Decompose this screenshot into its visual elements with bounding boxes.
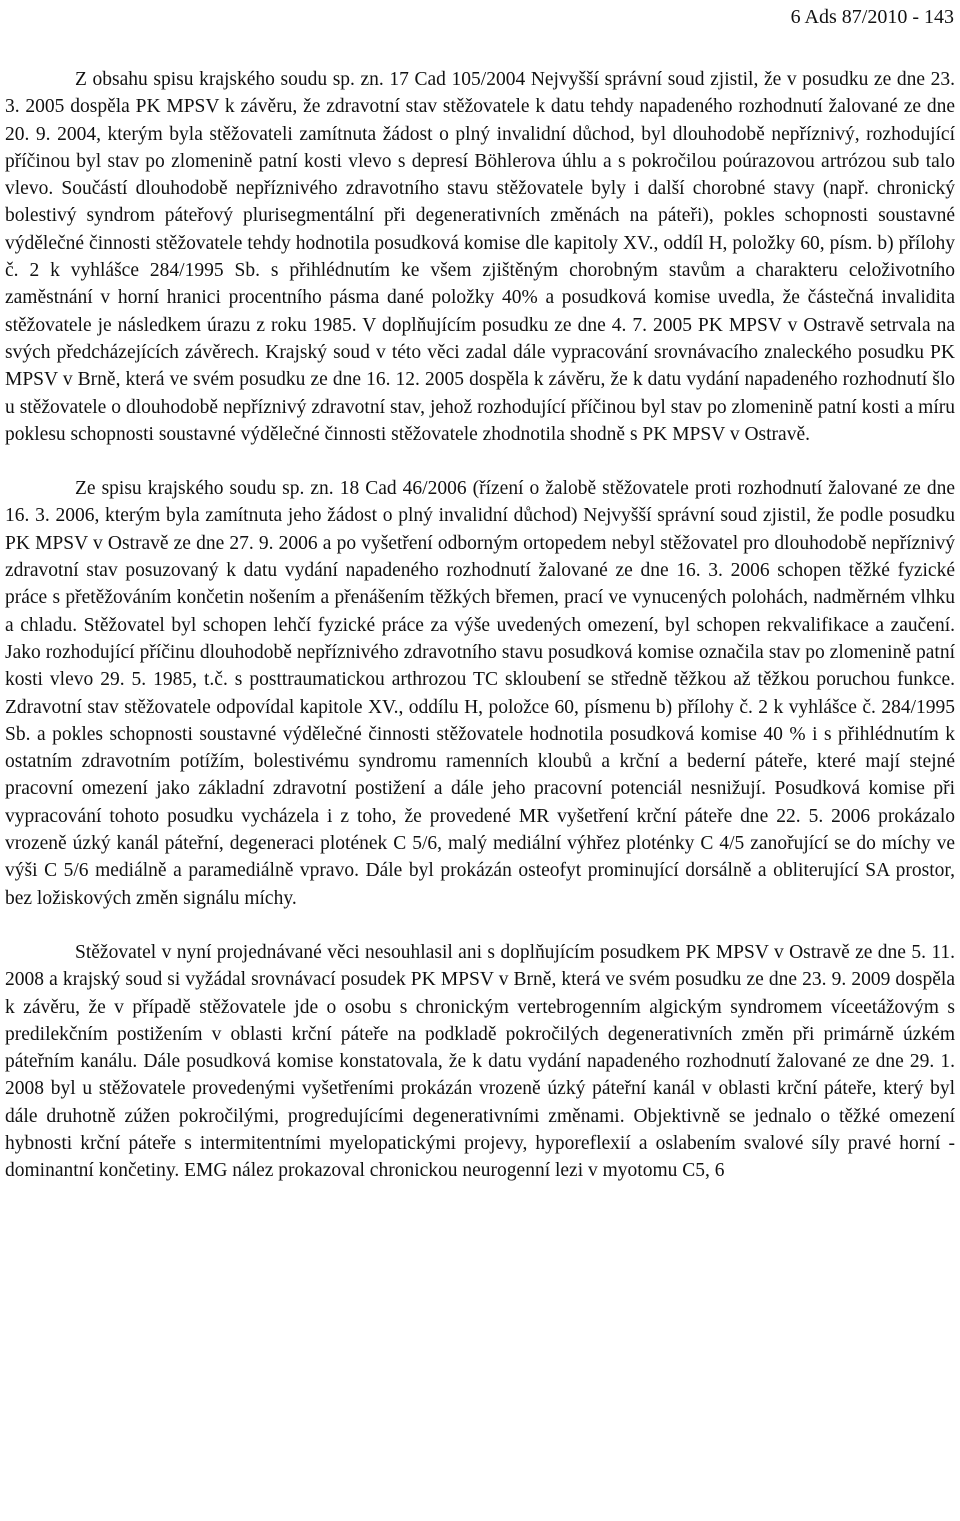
paragraph-current-case: Stěžovatel v nyní projednávané věci nesouhlasil ani s doplňujícím posudkem PK MPSV v Ostravě ze dne 5. 11. 2008 a krajský soud si vyžádal srovnávací posudek PK MPSV v Brně, která ve svém posudku ze dne 23. 9. 2009 dospěla k závěru, že v případě stěžovatele jde o osobu s chronickým vertebrogenním algickým syndromem víceetážovým s predilekčním postižením v oblasti krční páteře na podkladě pokročilých degenerativních změn při primárně úzkém páteřním kanálu. Dále posudková komise konstatovala, že k datu vydání napadeného rozhodnutí žalované ze dne 29. 1. 2008 byl u stěžovatele provedenými vyšetřeními prokázán vrozeně úzký páteřní kanál v oblasti krční páteře, který byl dále druhotně zúžen pokročilými, progredujícími degenerativními změnami. Objektivně se jednalo o těžké omezení hybnosti krční páteře s intermitentními myelopatickými projevy, hyporeflexií a oslabením svalové síly pravé horní - dominantní končetiny. EMG nález prokazoval chronickou neurogenní lezi v myotomu C5, 6 (5, 941, 955, 1182)
case-reference-header: 6 Ads 87/2010 - 143 (790, 6, 954, 28)
document-body (5, 66, 955, 1185)
paragraph-case-17-cad: Z obsahu spisu krajského soudu sp. zn. 17 Cad 105/2004 Nejvyšší správní soud zjistil, že v posudku ze dne 23. 3. 2005 dospěla PK MPSV k závěru, že zdravotní stav stěžovatele k datu tehdy napadeného rozhodnutí žalované ze dne 20. 9. 2004, kterým byla stěžovateli zamítnuta žádost o plný invalidní důchod, byl dlouhodobě nepříznivý, rozhodující příčinou byl stav po zlomenině patní kosti vlevo s depresí Böhlerova úhlu a s pokročilou poúrazovou artrózou sub talo vlevo. Součástí dlouhodobě nepříznivého zdravotního stavu stěžovatele byly i další chorobné stavy (např. chronický bolestivý syndrom páteřový plurisegmentální při degenerativních změnách na páteři), pokles schopnosti soustavné výdělečné činnosti stěžovatele tehdy hodnotila posudková komise dle kapitoly XV., oddíl H, položky 60, písm. b) přílohy č. 2 k vyhlášce 284/1995 Sb. s přihlédnutím ke všem zjištěným chorobným stavům a charakteru celoživotního zaměstnání v horní hranici procentního pásma dané položky 40% a posudková komise uvedla, že částečná invalidita stěžovatele je následkem úrazu z roku 1985. V doplňujícím posudku ze dne 4. 7. 2005 PK MPSV v Ostravě setrvala na svých předcházejících závěrech. Krajský soud v této věci zadal dále vypracování srovnávacího znaleckého posudku PK MPSV v Brně, která ve svém posudku ze dne 16. 12. 2005 dospěla k závěru, že k datu vydání napadeného rozhodnutí šlo u stěžovatele o dlouhodobě nepříznivý zdravotní stav, jehož rozhodující příčinou byl stav po zlomenině patní kosti a míru poklesu schopnosti soustavné výdělečné činnosti stěžovatele zhodnotila shodně s PK MPSV v Ostravě. (5, 69, 955, 445)
paragraph-case-18-cad: Ze spisu krajského soudu sp. zn. 18 Cad 46/2006 (řízení o žalobě stěžovatele proti rozhodnutí žalované ze dne 16. 3. 2006, kterým byla zamítnuta jeho žádost o plný invalidní důchod) Nejvyšší správní soud zjistil, že podle posudku PK MPSV v Ostravě ze dne 27. 9. 2006 a po vyšetření odborným ortopedem nebyl stěžovatel pro dlouhodobě nepříznivý zdravotní stav posuzovaný k datu vydání napadeného rozhodnutí žalované ze dne 16. 3. 2006 schopen těžké fyzické práce s přetěžováním končetin nošením a přenášením těžkých břemen, prací ve vynucených polohách, nadměrném vlhku a chladu. Stěžovatel byl schopen lehčí fyzické práce za výše uvedených omezení, byl schopen rekvalifikace a zaučení. Jako rozhodující příčinu dlouhodobě nepříznivého zdravotního stavu posudková komise označila stav po zlomenině patní kosti vlevo 29. 5. 1985, t.č. s posttraumatickou arthrozou TC skloubení se středně těžkou až těžkou poruchou funkce. Zdravotní stav stěžovatele odpovídal kapitole XV., oddílu H, položce 60, písmenu b) přílohy č. 2 k vyhlášce č. 284/1995 Sb. a pokles schopnosti soustavné výdělečné činnosti stěžovatele hodnotila posudková komise 40 % i s přihlédnutím k ostatním zdravotním potížím, bolestivému syndromu ramenních kloubů a krční a bederní páteře, které mají stejné pracovní omezení jako základní zdravotní postižení a dále jeho pracovní potenciál nesnižují. Posudková komise při vypracování tohoto posudku vycházela i z toho, že provedené MR vyšetření krční páteře dne 22. 5. 2006 prokázalo vrozeně úzký kanál páteřní, degeneraci plotének C 5/6, malý mediální výhřez ploténky C 4/5 zanořující se do míchy ve výši C 5/6 mediálně a paramediálně vpravo. Dále byl prokázán osteofyt prominující dorsálně a obliterující SA prostor, bez ložiskových změn signálu míchy. (5, 478, 955, 909)
